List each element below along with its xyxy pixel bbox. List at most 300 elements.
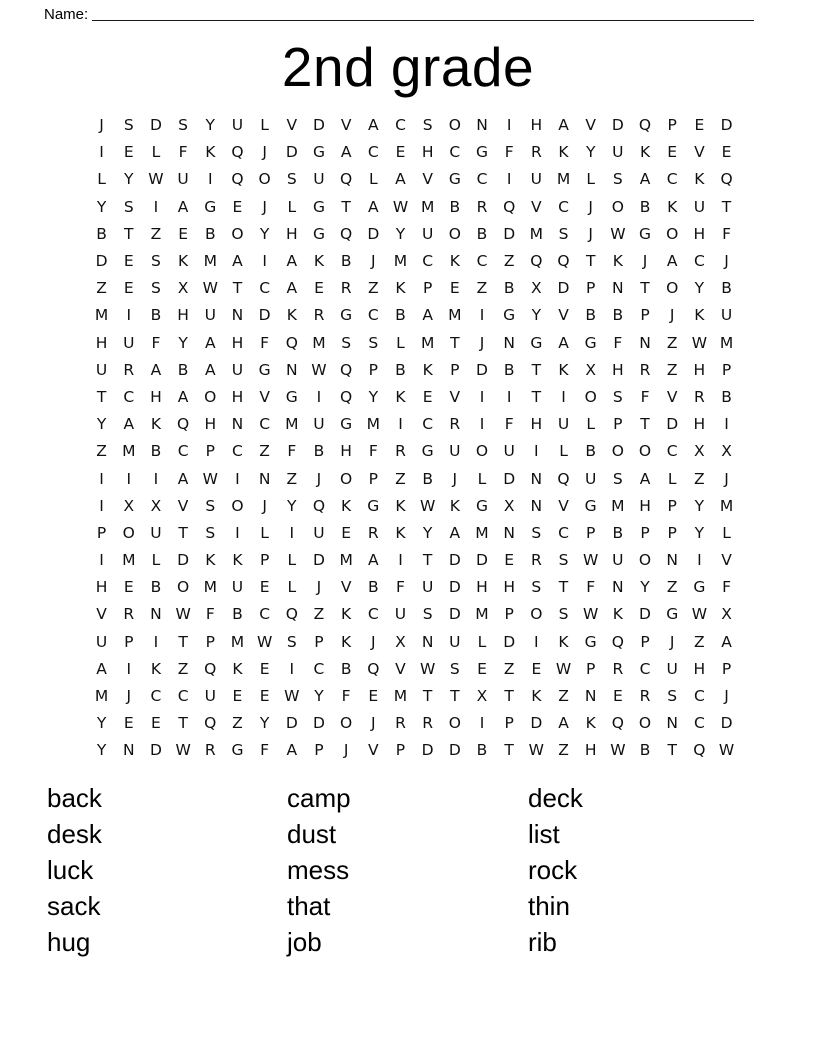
- grid-letter[interactable]: Q: [204, 659, 217, 678]
- grid-letter[interactable]: C: [476, 170, 488, 189]
- grid-letter[interactable]: U: [95, 632, 108, 651]
- grid-letter[interactable]: U: [204, 306, 216, 325]
- grid-letter[interactable]: N: [639, 333, 651, 352]
- grid-letter[interactable]: C: [259, 279, 271, 298]
- grid-letter[interactable]: B: [204, 224, 216, 243]
- grid-letter[interactable]: P: [640, 306, 650, 325]
- grid-letter[interactable]: R: [693, 387, 705, 406]
- grid-letter[interactable]: K: [395, 279, 406, 298]
- grid-letter[interactable]: O: [448, 714, 461, 733]
- grid-letter[interactable]: K: [612, 252, 623, 271]
- grid-letter[interactable]: E: [422, 387, 433, 406]
- grid-letter[interactable]: T: [585, 252, 596, 271]
- grid-letter[interactable]: N: [584, 687, 597, 706]
- word-list-item[interactable]: rib: [528, 927, 557, 957]
- grid-letter[interactable]: K: [395, 387, 406, 406]
- grid-letter[interactable]: E: [151, 714, 161, 733]
- grid-letter[interactable]: L: [722, 523, 731, 542]
- grid-letter[interactable]: V: [340, 116, 352, 135]
- grid-letter[interactable]: K: [694, 170, 705, 189]
- grid-letter[interactable]: U: [150, 523, 162, 542]
- grid-letter[interactable]: P: [504, 605, 514, 624]
- grid-letter[interactable]: E: [232, 687, 243, 706]
- grid-letter[interactable]: K: [341, 605, 352, 624]
- grid-letter[interactable]: R: [639, 360, 651, 379]
- grid-letter[interactable]: A: [232, 252, 243, 271]
- grid-letter[interactable]: K: [341, 632, 352, 651]
- grid-letter[interactable]: M: [420, 197, 435, 216]
- grid-letter[interactable]: E: [694, 116, 705, 135]
- word-list-item[interactable]: sack: [47, 891, 101, 921]
- grid-letter[interactable]: I: [479, 306, 485, 325]
- grid-letter[interactable]: J: [724, 469, 729, 488]
- grid-letter[interactable]: S: [286, 632, 297, 651]
- grid-letter[interactable]: I: [99, 143, 104, 162]
- grid-letter[interactable]: R: [530, 143, 542, 162]
- grid-letter[interactable]: U: [666, 659, 678, 678]
- grid-letter[interactable]: Z: [232, 714, 243, 733]
- grid-letter[interactable]: W: [311, 360, 327, 379]
- grid-letter[interactable]: H: [340, 442, 352, 461]
- grid-letter[interactable]: R: [530, 551, 542, 570]
- grid-letter[interactable]: D: [312, 116, 325, 135]
- grid-letter[interactable]: B: [639, 741, 651, 760]
- grid-letter[interactable]: B: [503, 279, 515, 298]
- grid-letter[interactable]: N: [122, 741, 135, 760]
- grid-letter[interactable]: I: [534, 442, 539, 461]
- grid-letter[interactable]: I: [398, 415, 403, 434]
- grid-letter[interactable]: E: [259, 578, 270, 597]
- grid-letter[interactable]: M: [556, 170, 571, 189]
- grid-letter[interactable]: J: [724, 687, 729, 706]
- grid-letter[interactable]: A: [558, 333, 569, 352]
- grid-letter[interactable]: P: [640, 523, 650, 542]
- grid-letter[interactable]: A: [123, 415, 135, 434]
- grid-letter[interactable]: Q: [231, 143, 244, 162]
- grid-letter[interactable]: Q: [340, 360, 353, 379]
- grid-letter[interactable]: T: [178, 523, 188, 542]
- grid-letter[interactable]: X: [721, 605, 732, 624]
- grid-letter[interactable]: S: [178, 116, 189, 135]
- grid-letter[interactable]: X: [694, 442, 705, 461]
- grid-letter[interactable]: T: [96, 387, 107, 406]
- grid-letter[interactable]: M: [393, 252, 408, 271]
- grid-letter[interactable]: I: [153, 632, 159, 651]
- grid-letter[interactable]: I: [506, 387, 512, 406]
- grid-letter[interactable]: V: [721, 551, 732, 570]
- word-list-item[interactable]: hug: [47, 927, 91, 957]
- grid-letter[interactable]: H: [177, 306, 189, 325]
- grid-letter[interactable]: D: [503, 224, 516, 243]
- grid-letter[interactable]: M: [529, 224, 544, 243]
- grid-letter[interactable]: Y: [124, 170, 134, 189]
- grid-letter[interactable]: E: [368, 687, 379, 706]
- grid-letter[interactable]: Y: [96, 714, 107, 733]
- grid-letter[interactable]: G: [503, 306, 516, 325]
- grid-letter[interactable]: V: [177, 496, 189, 515]
- grid-letter[interactable]: O: [204, 387, 217, 406]
- grid-letter[interactable]: Q: [340, 170, 353, 189]
- grid-letter[interactable]: X: [531, 279, 542, 298]
- grid-letter[interactable]: I: [153, 197, 159, 216]
- word-list-item[interactable]: thin: [528, 891, 570, 921]
- grid-letter[interactable]: V: [558, 306, 569, 325]
- grid-letter[interactable]: E: [123, 578, 134, 597]
- grid-letter[interactable]: B: [150, 442, 162, 461]
- grid-letter[interactable]: T: [422, 551, 433, 570]
- grid-letter[interactable]: H: [584, 741, 597, 760]
- grid-letter[interactable]: B: [395, 306, 406, 325]
- grid-letter[interactable]: H: [95, 578, 108, 597]
- grid-letter[interactable]: R: [367, 523, 379, 542]
- grid-letter[interactable]: G: [231, 741, 244, 760]
- grid-letter[interactable]: H: [693, 659, 706, 678]
- grid-letter[interactable]: G: [584, 496, 597, 515]
- grid-letter[interactable]: V: [666, 387, 678, 406]
- grid-letter[interactable]: P: [395, 741, 406, 760]
- grid-letter[interactable]: A: [177, 197, 189, 216]
- grid-letter[interactable]: F: [504, 143, 514, 162]
- grid-letter[interactable]: F: [260, 333, 270, 352]
- grid-letter[interactable]: K: [694, 306, 705, 325]
- grid-letter[interactable]: L: [151, 551, 161, 570]
- grid-letter[interactable]: O: [638, 551, 652, 570]
- grid-letter[interactable]: U: [313, 170, 325, 189]
- grid-letter[interactable]: W: [392, 197, 409, 216]
- grid-letter[interactable]: B: [639, 197, 651, 216]
- grid-letter[interactable]: V: [259, 387, 270, 406]
- grid-letter[interactable]: Y: [259, 714, 270, 733]
- grid-letter[interactable]: Q: [693, 741, 706, 760]
- grid-letter[interactable]: B: [150, 306, 162, 325]
- grid-letter[interactable]: H: [503, 578, 515, 597]
- grid-letter[interactable]: O: [638, 442, 652, 461]
- grid-letter[interactable]: S: [286, 170, 297, 189]
- grid-letter[interactable]: U: [313, 523, 325, 542]
- grid-letter[interactable]: N: [530, 496, 543, 515]
- grid-letter[interactable]: K: [449, 496, 460, 515]
- grid-letter[interactable]: J: [452, 469, 458, 488]
- grid-letter[interactable]: O: [584, 387, 597, 406]
- grid-letter[interactable]: K: [341, 496, 352, 515]
- grid-letter[interactable]: U: [530, 170, 543, 189]
- grid-letter[interactable]: O: [611, 197, 624, 216]
- grid-letter[interactable]: M: [94, 687, 109, 706]
- grid-letter[interactable]: F: [504, 415, 514, 434]
- grid-letter[interactable]: O: [666, 279, 679, 298]
- grid-letter[interactable]: E: [123, 143, 134, 162]
- grid-letter[interactable]: Z: [476, 279, 488, 298]
- grid-letter[interactable]: G: [340, 306, 353, 325]
- grid-letter[interactable]: M: [719, 333, 734, 352]
- grid-letter[interactable]: B: [585, 442, 596, 461]
- grid-letter[interactable]: T: [178, 714, 188, 733]
- grid-letter[interactable]: R: [395, 442, 406, 461]
- grid-letter[interactable]: M: [203, 252, 217, 271]
- grid-letter[interactable]: E: [612, 687, 623, 706]
- grid-letter[interactable]: C: [367, 306, 379, 325]
- grid-letter[interactable]: J: [343, 741, 349, 760]
- word-list-item[interactable]: camp: [287, 783, 351, 813]
- grid-letter[interactable]: M: [420, 333, 435, 352]
- grid-letter[interactable]: E: [721, 143, 732, 162]
- grid-letter[interactable]: C: [232, 442, 243, 461]
- grid-letter[interactable]: H: [693, 415, 706, 434]
- grid-letter[interactable]: M: [285, 415, 299, 434]
- grid-letter[interactable]: Y: [531, 306, 542, 325]
- grid-letter[interactable]: H: [285, 224, 298, 243]
- grid-letter[interactable]: J: [371, 252, 376, 271]
- grid-letter[interactable]: K: [178, 252, 189, 271]
- grid-letter[interactable]: G: [340, 415, 353, 434]
- grid-letter[interactable]: M: [475, 523, 489, 542]
- grid-letter[interactable]: T: [450, 687, 460, 706]
- grid-letter[interactable]: X: [177, 279, 189, 298]
- grid-letter[interactable]: D: [666, 415, 679, 434]
- grid-letter[interactable]: Q: [312, 496, 326, 515]
- grid-letter[interactable]: A: [639, 469, 651, 488]
- grid-letter[interactable]: L: [586, 170, 595, 189]
- grid-letter[interactable]: K: [205, 143, 216, 162]
- grid-letter[interactable]: D: [312, 551, 325, 570]
- grid-letter[interactable]: T: [531, 387, 542, 406]
- grid-letter[interactable]: I: [207, 170, 213, 189]
- grid-letter[interactable]: W: [691, 605, 708, 624]
- grid-letter[interactable]: X: [476, 687, 488, 706]
- grid-letter[interactable]: D: [557, 279, 570, 298]
- grid-letter[interactable]: W: [175, 605, 191, 624]
- grid-letter[interactable]: W: [691, 333, 708, 352]
- grid-letter[interactable]: B: [476, 741, 488, 760]
- grid-letter[interactable]: D: [421, 741, 434, 760]
- grid-letter[interactable]: Y: [368, 387, 379, 406]
- grid-letter[interactable]: V: [531, 197, 542, 216]
- grid-letter[interactable]: O: [448, 224, 461, 243]
- word-list-item[interactable]: list: [528, 819, 560, 849]
- grid-letter[interactable]: G: [584, 333, 597, 352]
- grid-letter[interactable]: Q: [720, 170, 733, 189]
- grid-letter[interactable]: D: [720, 714, 733, 733]
- grid-letter[interactable]: W: [419, 496, 436, 515]
- grid-letter[interactable]: I: [479, 387, 485, 406]
- grid-letter[interactable]: H: [612, 360, 624, 379]
- grid-letter[interactable]: W: [528, 741, 544, 760]
- grid-letter[interactable]: J: [99, 116, 104, 135]
- grid-letter[interactable]: J: [479, 333, 485, 352]
- grid-letter[interactable]: L: [260, 523, 269, 542]
- grid-letter[interactable]: A: [368, 197, 379, 216]
- grid-letter[interactable]: S: [151, 279, 161, 298]
- grid-letter[interactable]: S: [205, 523, 216, 542]
- grid-letter[interactable]: I: [506, 170, 512, 189]
- grid-letter[interactable]: N: [421, 632, 434, 651]
- grid-letter[interactable]: F: [205, 605, 215, 624]
- grid-letter[interactable]: Z: [666, 360, 678, 379]
- grid-letter[interactable]: U: [720, 306, 733, 325]
- grid-letter[interactable]: C: [476, 252, 488, 271]
- word-list-item[interactable]: rock: [528, 855, 578, 885]
- grid-letter[interactable]: P: [667, 523, 677, 542]
- word-list-item[interactable]: back: [47, 783, 102, 813]
- grid-letter[interactable]: S: [422, 116, 433, 135]
- grid-letter[interactable]: G: [666, 605, 679, 624]
- grid-letter[interactable]: T: [721, 197, 732, 216]
- grid-letter[interactable]: I: [126, 306, 132, 325]
- grid-letter[interactable]: V: [368, 741, 379, 760]
- grid-letter[interactable]: O: [666, 224, 679, 243]
- grid-letter[interactable]: Q: [530, 252, 543, 271]
- grid-letter[interactable]: H: [530, 415, 543, 434]
- grid-letter[interactable]: T: [531, 360, 542, 379]
- grid-letter[interactable]: P: [504, 714, 514, 733]
- grid-letter[interactable]: M: [611, 496, 625, 515]
- grid-letter[interactable]: I: [235, 469, 240, 488]
- grid-letter[interactable]: I: [398, 551, 403, 570]
- grid-letter[interactable]: U: [557, 415, 570, 434]
- grid-letter[interactable]: H: [476, 578, 488, 597]
- grid-letter[interactable]: E: [341, 523, 352, 542]
- grid-letter[interactable]: B: [177, 360, 189, 379]
- grid-letter[interactable]: Y: [314, 687, 324, 706]
- grid-letter[interactable]: O: [448, 116, 461, 135]
- grid-letter[interactable]: B: [585, 306, 596, 325]
- grid-letter[interactable]: P: [422, 279, 433, 298]
- grid-letter[interactable]: L: [477, 632, 487, 651]
- grid-letter[interactable]: S: [612, 387, 623, 406]
- grid-letter[interactable]: G: [584, 632, 597, 651]
- grid-letter[interactable]: C: [367, 605, 379, 624]
- grid-letter[interactable]: E: [477, 659, 487, 678]
- grid-letter[interactable]: V: [449, 387, 461, 406]
- grid-letter[interactable]: C: [123, 387, 135, 406]
- grid-letter[interactable]: K: [558, 632, 569, 651]
- grid-letter[interactable]: Q: [204, 714, 217, 733]
- grid-letter[interactable]: S: [667, 687, 678, 706]
- grid-letter[interactable]: N: [530, 469, 543, 488]
- grid-letter[interactable]: Y: [178, 333, 188, 352]
- grid-letter[interactable]: N: [231, 306, 244, 325]
- grid-letter[interactable]: D: [448, 741, 461, 760]
- grid-letter[interactable]: Z: [694, 632, 705, 651]
- grid-letter[interactable]: I: [289, 659, 295, 678]
- grid-letter[interactable]: P: [124, 632, 134, 651]
- word-list-item[interactable]: desk: [47, 819, 102, 849]
- grid-letter[interactable]: W: [202, 469, 218, 488]
- grid-letter[interactable]: U: [204, 687, 216, 706]
- grid-letter[interactable]: K: [667, 197, 678, 216]
- grid-letter[interactable]: Q: [611, 714, 624, 733]
- grid-letter[interactable]: D: [285, 714, 298, 733]
- grid-letter[interactable]: J: [642, 252, 648, 271]
- grid-letter[interactable]: C: [558, 197, 569, 216]
- grid-letter[interactable]: K: [150, 659, 162, 678]
- grid-letter[interactable]: V: [558, 496, 569, 515]
- grid-letter[interactable]: S: [612, 170, 623, 189]
- grid-letter[interactable]: R: [204, 741, 216, 760]
- grid-letter[interactable]: S: [123, 116, 134, 135]
- grid-letter[interactable]: A: [368, 551, 379, 570]
- grid-letter[interactable]: M: [122, 551, 136, 570]
- grid-letter[interactable]: W: [583, 605, 599, 624]
- grid-letter[interactable]: Y: [585, 143, 596, 162]
- grid-letter[interactable]: X: [503, 496, 515, 515]
- grid-letter[interactable]: D: [639, 605, 651, 624]
- grid-letter[interactable]: K: [449, 252, 460, 271]
- grid-letter[interactable]: G: [530, 333, 543, 352]
- grid-letter[interactable]: S: [558, 224, 569, 243]
- grid-letter[interactable]: S: [341, 333, 352, 352]
- grid-letter[interactable]: C: [558, 523, 569, 542]
- grid-letter[interactable]: I: [479, 415, 485, 434]
- grid-letter[interactable]: K: [313, 252, 325, 271]
- grid-letter[interactable]: B: [449, 197, 461, 216]
- grid-letter[interactable]: C: [313, 659, 325, 678]
- grid-letter[interactable]: E: [667, 143, 678, 162]
- grid-letter[interactable]: H: [150, 387, 162, 406]
- grid-letter[interactable]: F: [178, 143, 188, 162]
- grid-letter[interactable]: R: [123, 360, 135, 379]
- grid-letter[interactable]: J: [371, 714, 376, 733]
- grid-letter[interactable]: L: [396, 333, 405, 352]
- grid-letter[interactable]: R: [612, 659, 624, 678]
- grid-letter[interactable]: E: [395, 143, 406, 162]
- grid-letter[interactable]: C: [259, 415, 271, 434]
- grid-letter[interactable]: Y: [694, 523, 705, 542]
- grid-letter[interactable]: D: [95, 252, 108, 271]
- grid-letter[interactable]: G: [258, 360, 271, 379]
- grid-letter[interactable]: M: [122, 442, 136, 461]
- grid-letter[interactable]: U: [123, 333, 135, 352]
- grid-letter[interactable]: D: [258, 306, 271, 325]
- grid-letter[interactable]: G: [367, 496, 380, 515]
- grid-letter[interactable]: Z: [259, 442, 270, 461]
- grid-letter[interactable]: J: [126, 687, 132, 706]
- grid-letter[interactable]: E: [123, 279, 134, 298]
- grid-letter[interactable]: F: [722, 224, 731, 243]
- grid-letter[interactable]: K: [422, 360, 433, 379]
- grid-letter[interactable]: U: [612, 551, 624, 570]
- grid-letter[interactable]: L: [586, 415, 595, 434]
- grid-letter[interactable]: A: [449, 523, 461, 542]
- grid-letter[interactable]: Z: [367, 279, 379, 298]
- name-input-blank[interactable]: [92, 19, 754, 21]
- grid-letter[interactable]: L: [260, 116, 269, 135]
- grid-letter[interactable]: A: [422, 306, 433, 325]
- grid-letter[interactable]: T: [504, 687, 514, 706]
- grid-letter[interactable]: S: [612, 469, 623, 488]
- grid-letter[interactable]: M: [339, 551, 353, 570]
- grid-letter[interactable]: Z: [96, 279, 107, 298]
- grid-letter[interactable]: B: [422, 469, 433, 488]
- word-list-item[interactable]: mess: [287, 855, 350, 885]
- grid-letter[interactable]: N: [285, 360, 298, 379]
- grid-letter[interactable]: I: [506, 116, 512, 135]
- grid-letter[interactable]: D: [149, 741, 162, 760]
- grid-letter[interactable]: H: [231, 387, 244, 406]
- grid-letter[interactable]: J: [588, 224, 593, 243]
- grid-letter[interactable]: Z: [503, 252, 515, 271]
- grid-letter[interactable]: M: [393, 687, 408, 706]
- grid-letter[interactable]: P: [205, 632, 215, 651]
- grid-letter[interactable]: W: [419, 659, 436, 678]
- grid-letter[interactable]: B: [476, 224, 488, 243]
- grid-letter[interactable]: G: [312, 197, 325, 216]
- grid-letter[interactable]: W: [718, 741, 735, 760]
- grid-letter[interactable]: N: [612, 279, 624, 298]
- grid-letter[interactable]: Q: [557, 252, 570, 271]
- grid-letter[interactable]: X: [150, 496, 162, 515]
- grid-letter[interactable]: K: [232, 551, 243, 570]
